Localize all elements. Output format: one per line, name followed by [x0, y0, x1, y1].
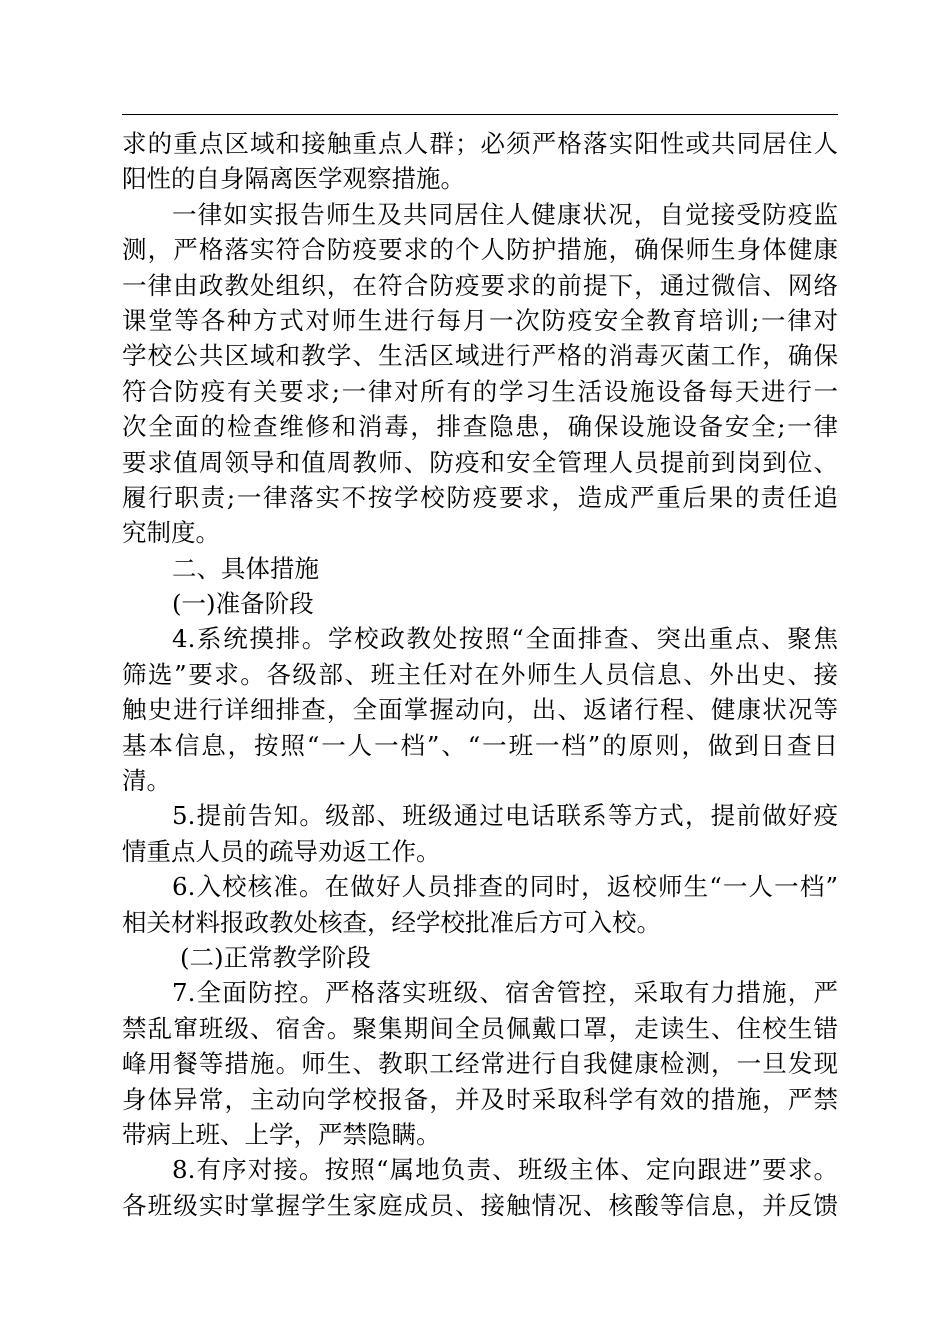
text-line: 一律由政教处组织，在符合防疫要求的前提下，通过微信、网络	[122, 270, 838, 300]
text-line: 各班级实时掌握学生家庭成员、接触情况、核酸等信息，并反馈	[122, 1190, 838, 1220]
text-line: 要求值周领导和值周教师、防疫和安全管理人员提前到岗到位、	[122, 447, 838, 477]
text-line: 履行职责;一律落实不按学校防疫要求，造成严重后果的责任追	[122, 482, 838, 512]
section-heading: 二、具体措施	[172, 553, 319, 583]
text-line: 一律如实报告师生及共同居住人健康状况，自觉接受防疫监	[172, 199, 838, 229]
text-line: 情重点人员的疏导劝返工作。	[122, 836, 441, 866]
text-line: 峰用餐等措施。师生、教职工经常进行自我健康检测，一旦发现	[122, 1049, 838, 1079]
text-line: 7.全面防控。严格落实班级、宿舍管控，采取有力措施，严	[172, 978, 838, 1008]
header-rule	[122, 114, 838, 115]
text-line: 6.入校核准。在做好人员排查的同时，返校师生“一人一档”	[172, 872, 838, 902]
subsection-heading: (二)正常教学阶段	[180, 942, 371, 972]
text-line: 符合防疫有关要求;一律对所有的学习生活设施设备每天进行一	[122, 376, 838, 406]
text-line: 禁乱窜班级、宿舍。聚集期间全员佩戴口罩，走读生、住校生错	[122, 1013, 838, 1043]
text-line: 测，严格落实符合防疫要求的个人防护措施，确保师生身体健康	[122, 235, 838, 265]
text-line: 求的重点区域和接触重点人群；必须严格落实阳性或共同居住人	[122, 129, 838, 158]
text-line: 带病上班、上学，严禁隐瞒。	[122, 1119, 441, 1149]
text-line: 5.提前告知。级部、班级通过电话联系等方式，提前做好疫	[172, 801, 838, 831]
text-line: 相关材料报政教处核查，经学校批准后方可入校。	[122, 907, 661, 937]
text-line: 筛选”要求。各级部、班主任对在外师生人员信息、外出史、接	[122, 659, 838, 689]
text-line: 次全面的检查维修和消毒，排查隐患，确保设施设备安全;一律	[122, 412, 838, 442]
text-line: 基本信息，按照“一人一档”、“一班一档”的原则，做到日查日	[122, 730, 838, 760]
text-line: 8.有序对接。按照“属地负责、班级主体、定向跟进”要求。	[172, 1155, 838, 1185]
text-line: 阳性的自身隔离医学观察措施。	[122, 164, 465, 194]
text-line: 学校公共区域和教学、生活区域进行严格的消毒灭菌工作，确保	[122, 341, 838, 371]
text-line: 课堂等各种方式对师生进行每月一次防疫安全教育培训;一律对	[122, 305, 838, 335]
text-line: 身体异常，主动向学校报备，并及时采取科学有效的措施，严禁	[122, 1084, 838, 1114]
text-line: 触史进行详细排查，全面掌握动向，出、返诸行程、健康状况等	[122, 695, 838, 725]
text-line: 清。	[122, 766, 171, 796]
document-body	[122, 126, 838, 1223]
subsection-heading: (一)准备阶段	[172, 589, 314, 619]
text-line: 究制度。	[122, 518, 220, 548]
text-line: 4.系统摸排。学校政教处按照“全面排查、突出重点、聚焦	[172, 624, 838, 654]
